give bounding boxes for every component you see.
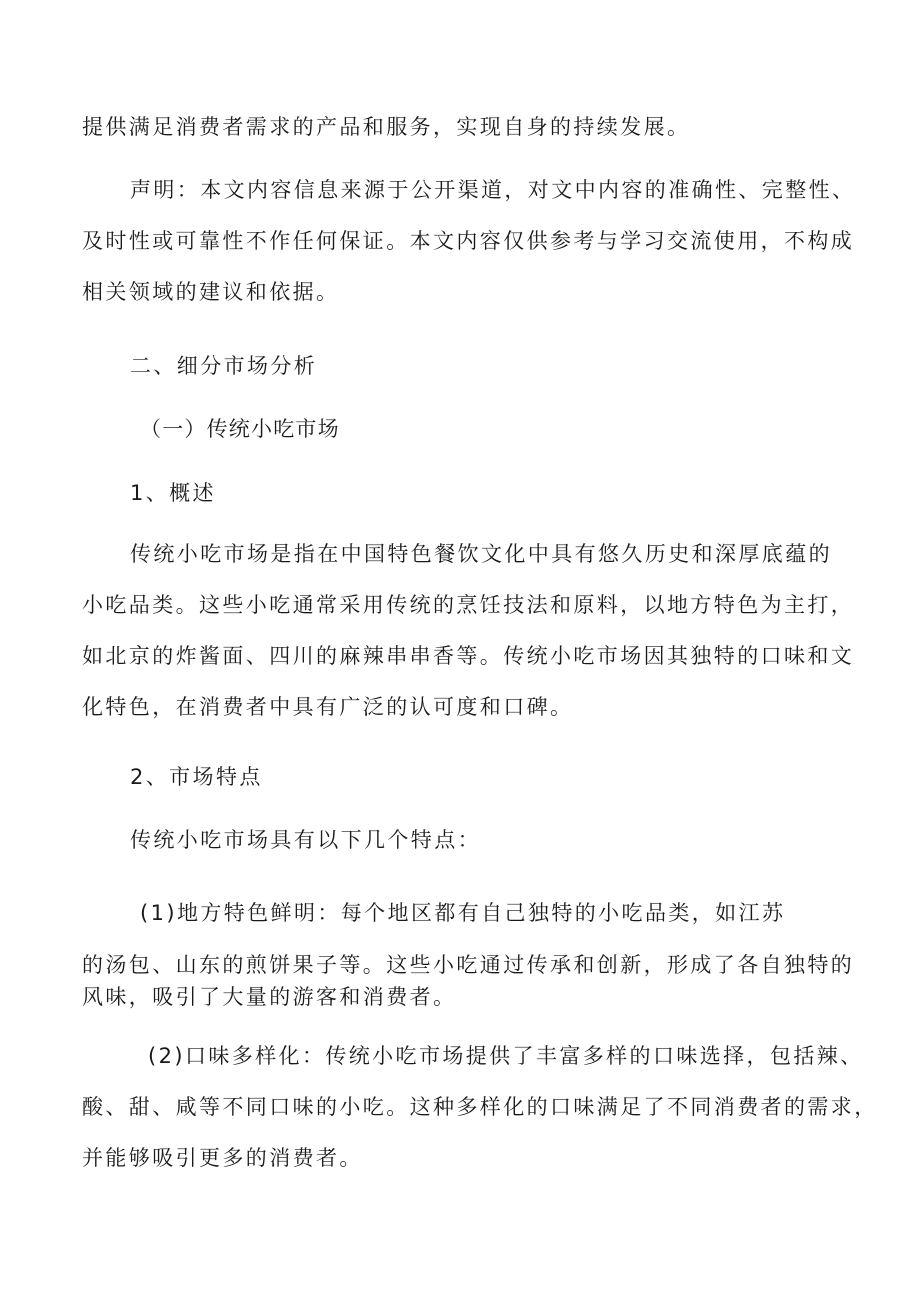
overview-line-1: 传统小吃市场是指在中国特色餐饮文化中具有悠久历史和深厚底蕴的 xyxy=(130,542,832,566)
feature-item-2-line-1: (2)口味多样化：传统小吃市场提供了丰富多样的口味选择，包括辣、 xyxy=(148,1044,864,1068)
section-heading: 二、细分市场分析 xyxy=(130,354,318,378)
overview-heading: 1、概述 xyxy=(130,481,216,505)
disclaimer-line-3: 相关领域的建议和依据。 xyxy=(82,280,340,304)
features-intro: 传统小吃市场具有以下几个特点： xyxy=(130,828,481,852)
feature-item-2-line-3: 并能够吸引更多的消费者。 xyxy=(82,1146,363,1170)
overview-line-3: 如北京的炸酱面、四川的麻辣串串香等。传统小吃市场因其独特的口味和文 xyxy=(82,644,855,668)
disclaimer-line-2: 及时性或可靠性不作任何保证。本文内容仅供参考与学习交流使用，不构成 xyxy=(82,229,855,253)
overview-line-4: 化特色，在消费者中具有广泛的认可度和口碑。 xyxy=(82,695,574,719)
subsection-heading: （一）传统小吃市场 xyxy=(140,417,340,441)
feature-item-1-line-2: 的汤包、山东的煎饼果子等。这些小吃通过传承和创新，形成了各自独特的 xyxy=(82,953,855,977)
features-heading: 2、市场特点 xyxy=(130,765,263,789)
feature-item-1-line-3: 风味，吸引了大量的游客和消费者。 xyxy=(82,985,457,1009)
intro-tail-text: 提供满足消费者需求的产品和服务，实现自身的持续发展。 xyxy=(82,115,691,139)
feature-item-2-line-2: 酸、甜、咸等不同口味的小吃。这种多样化的口味满足了不同消费者的需求， xyxy=(82,1095,878,1119)
overview-line-2: 小吃品类。这些小吃通常采用传统的烹饪技法和原料，以地方特色为主打， xyxy=(82,593,855,617)
feature-item-1-line-1: (1)地方特色鲜明：每个地区都有自己独特的小吃品类，如江苏 xyxy=(140,901,786,925)
disclaimer-line-1: 声明：本文内容信息来源于公开渠道，对文中内容的准确性、完整性、 xyxy=(130,178,856,202)
